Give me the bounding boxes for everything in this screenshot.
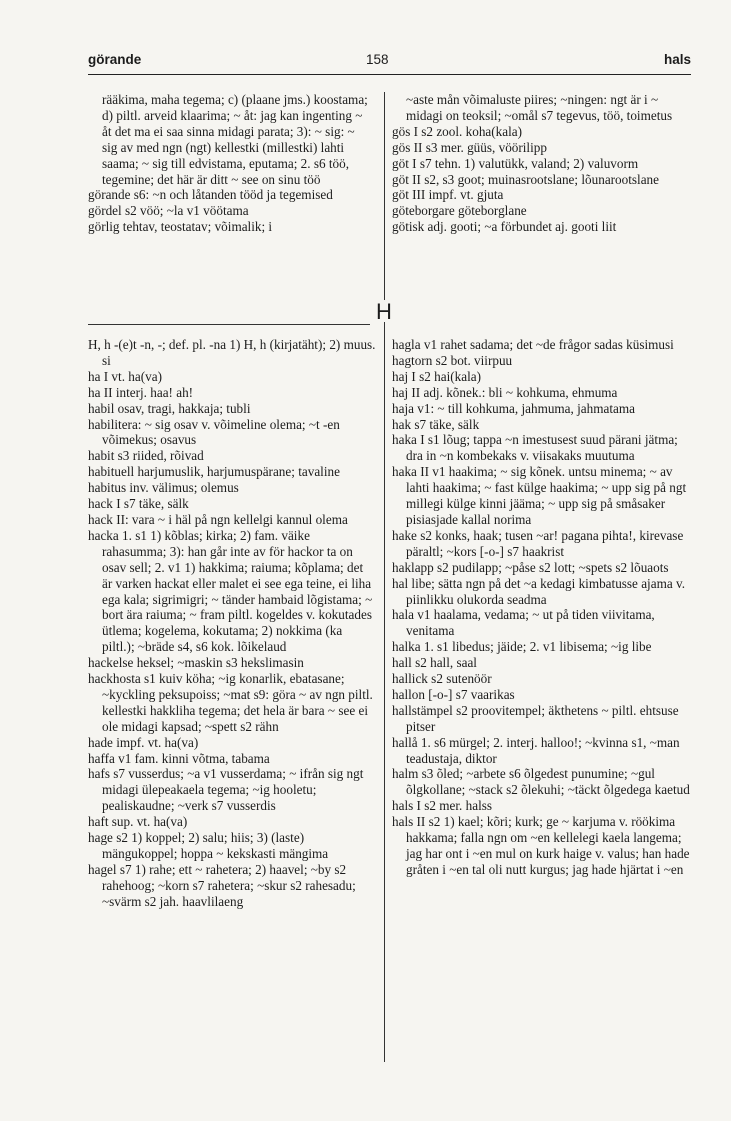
column-left-bottom [88,337,376,910]
dictionary-entry: ha II interj. haa! ah! [88,384,194,400]
dictionary-entry: hal libe; sätta ngn på det ~a kedagi kimbatusse ajama v. piinlikku olukorda seadma [392,575,686,607]
dictionary-entry: hagtorn s2 bot. viirpuu [392,352,513,368]
column-right-top [392,92,692,235]
dictionary-entry: ha I vt. ha(va) [88,368,162,384]
dictionary-entry: hallstämpel s2 proovitempel; äkthetens ~ piltl. ehtsuse pitser [392,702,679,734]
dictionary-entry: gös I s2 zool. koha(kala) [392,123,523,139]
header-rule [88,74,691,75]
dictionary-entry: göt I s7 tehn. 1) valutükk, valand; 2) valuvorm [392,155,639,171]
dictionary-entry: hallå 1. s6 mürgel; 2. interj. halloo!; ~kvinna s1, ~man teadustaja, diktor [392,734,680,766]
dictionary-entry: hallon [-o-] s7 vaarikas [392,686,515,702]
dictionary-entry: göt II s2, s3 goot; muinasrootslane; lõunarootslane [392,171,660,187]
dictionary-entry: haka I s1 lõug; tappa ~n imestusest suud pärani jätma; dra in ~n kombekaks v. viisakaks muutuma [392,432,678,464]
running-header [88,52,691,72]
dictionary-entry: rääkima, maha tegema; c) (plaane jms.) koostama; d) piltl. arveid klaarima; ~ åt: jag kan ingenting ~ åt det ma ei saa sinna midagi parata; 3): ~ sig: ~ sig av med ngn (ngt) kellestki (millestki) lahti saama; ~ sig till edvistama, eputama; 2. s6 töö, tegemine; det här är ditt ~ see on sinu töö [102,92,368,187]
dictionary-entry: haffa v1 fam. kinni võtma, tabama [88,750,270,766]
dictionary-entry: götisk adj. gooti; ~a förbundet aj. gooti liit [392,219,617,235]
section-rule [88,324,370,325]
dictionary-entry: hackhosta s1 kuiv köha; ~ig konarlik, ebatasane; ~kyckling peksupoiss; ~mat s9: göra ~ av ngn piltl. kellestki hakkliha tegema; det hela är bara ~ see ei ole midagi kapsad; ~spett s2 rähn [88,671,373,734]
dictionary-entry: H, h -(e)t -n, -; def. pl. -na 1) H, h (kirjatäht); 2) muus. si [88,337,376,368]
dictionary-entry: hackelse heksel; ~maskin s3 hekslimasin [88,655,304,671]
dictionary-entry: hacka 1. s1 1) kõblas; kirka; 2) fam. väike rahasumma; 3): han går inte av för hackor ta on osav sell; 2. v1 1) hakkima; raiuma; kõplama; det är varken hackat eller malet ei see ega teine, ei liha ega kala; sigrimigri; ~ tänder hambaid lõgistama; ~ bort ära raiuma; ~ fram piltl. kogeldes v. kokutades ütlema; kogelema, kokutama; 2) nokkima (ka piltl.); ~bräde s4, s6 kok. lõikelaud [88,527,373,655]
dictionary-entry: hack I s7 täke, sälk [88,496,189,512]
dictionary-entry: hade impf. vt. ha(va) [88,734,199,750]
column-divider-bottom [384,322,385,1062]
dictionary-entry: hallick s2 sutenöör [392,671,492,687]
page-number: 158 [366,52,389,67]
dictionary-entry: habituell harjumuslik, harjumuspärane; tavaline [88,464,340,480]
dictionary-entry: hage s2 1) koppel; 2) salu; hiis; 3) (laste) mängukoppel; hoppa ~ kekskasti mängima [88,830,329,861]
dictionary-entry: haft sup. vt. ha(va) [88,814,188,830]
dictionary-entry: gös II s3 mer. güüs, vöörilipp [392,139,547,155]
dictionary-entry: hala v1 haalama, vedama; ~ ut på tiden viivitama, venitama [392,607,655,639]
dictionary-entry: haja v1: ~ till kohkuma, jahmuma, jahmatama [392,400,635,416]
header-first-word: görande [88,52,142,67]
dictionary-entry: hake s2 konks, haak; tusen ~ar! pagana pihta!, kirevase päraltl; ~kors [-o-] s7 haakrist [392,527,684,559]
dictionary-entry: haj I s2 hai(kala) [392,368,481,384]
dictionary-entry: hall s2 hall, saal [392,655,477,671]
dictionary-entry: hals II s2 1) kael; kõri; kurk; ge ~ karjuma v. röökima hakkama; falla ngn om ~en kellelegi kaela langema; jag har ont i ~en mul on kurk haige v. valus; han hade gråten i ~en tal oli nutt kurgus; jag hade hjärtat i ~en [392,814,690,877]
dictionary-entry: halka 1. s1 libedus; jäide; 2. v1 libisema; ~ig libe [392,639,652,655]
dictionary-entry: hack II: vara ~ i häl på ngn kellelgi kannul olema [88,511,348,527]
dictionary-entry: görlig tehtav, teostatav; võimalik; i [88,219,273,235]
dictionary-entry: hafs s7 vusserdus; ~a v1 vusserdama; ~ ifrån sig ngt midagi ülepeakaela tegema; ~ig hooletu; pealiskaudne; ~verk s7 vusserdis [88,766,364,814]
column-divider-top [384,92,385,300]
dictionary-entry: haka II v1 haakima; ~ sig kõnek. untsu minema; ~ av lahti haakima; ~ fast külge haakima; ~ upp sig på ngt millegi külge kinni jääma; ~ upp sig på småsaker pisiasjade kallal norima [392,464,687,527]
dictionary-entry: habil osav, tragi, hakkaja; tubli [88,400,251,416]
dictionary-entry: gördel s2 vöö; ~la v1 vöötama [88,203,249,219]
dictionary-entry: habit s3 riided, rõivad [88,448,204,464]
section-letter-heading: H [376,299,392,324]
dictionary-entry: göteborgare göteborglane [392,203,527,219]
dictionary-entry: hagel s7 1) rahe; ett ~ rahetera; 2) haavel; ~by s2 rahehoog; ~korn s7 rahetera; ~skur s2 rahesadu; ~svärm s2 jah. haavlilaeng [88,861,356,909]
dictionary-entry: ~aste mån võimaluste piires; ~ningen: ngt är i ~ midagi on teoksil; ~omål s7 tegevus, töö, toimetus [406,92,673,123]
dictionary-entry: halm s3 õled; ~arbete s6 õlgedest punumine; ~gul õlgkollane; ~stack s2 õlekuhi; ~täckt õlgedega kaetud [392,766,690,798]
dictionary-entry: göt III impf. vt. gjuta [392,187,504,203]
dictionary-entry: hak s7 täke, sälk [392,416,480,432]
dictionary-entry: habitus inv. välimus; olemus [88,480,239,496]
column-left-top [88,92,370,235]
dictionary-entry: hagla v1 rahet sadama; det ~de frågor sadas küsimusi [392,337,674,352]
dictionary-entry: haklapp s2 pudilapp; ~påse s2 lott; ~spets s2 lõuaots [392,559,669,575]
dictionary-entry: habilitera: ~ sig osav v. võimeline olema; ~t -en võimekus; osavus [88,416,340,448]
dictionary-entry: haj II adj. kõnek.: bli ~ kohkuma, ehmuma [392,384,618,400]
dictionary-entry: hals I s2 mer. halss [392,798,492,814]
header-last-word: hals [663,52,691,67]
column-right-bottom [392,337,692,878]
dictionary-entry: görande s6: ~n och låtanden tööd ja tegemised [88,187,333,203]
